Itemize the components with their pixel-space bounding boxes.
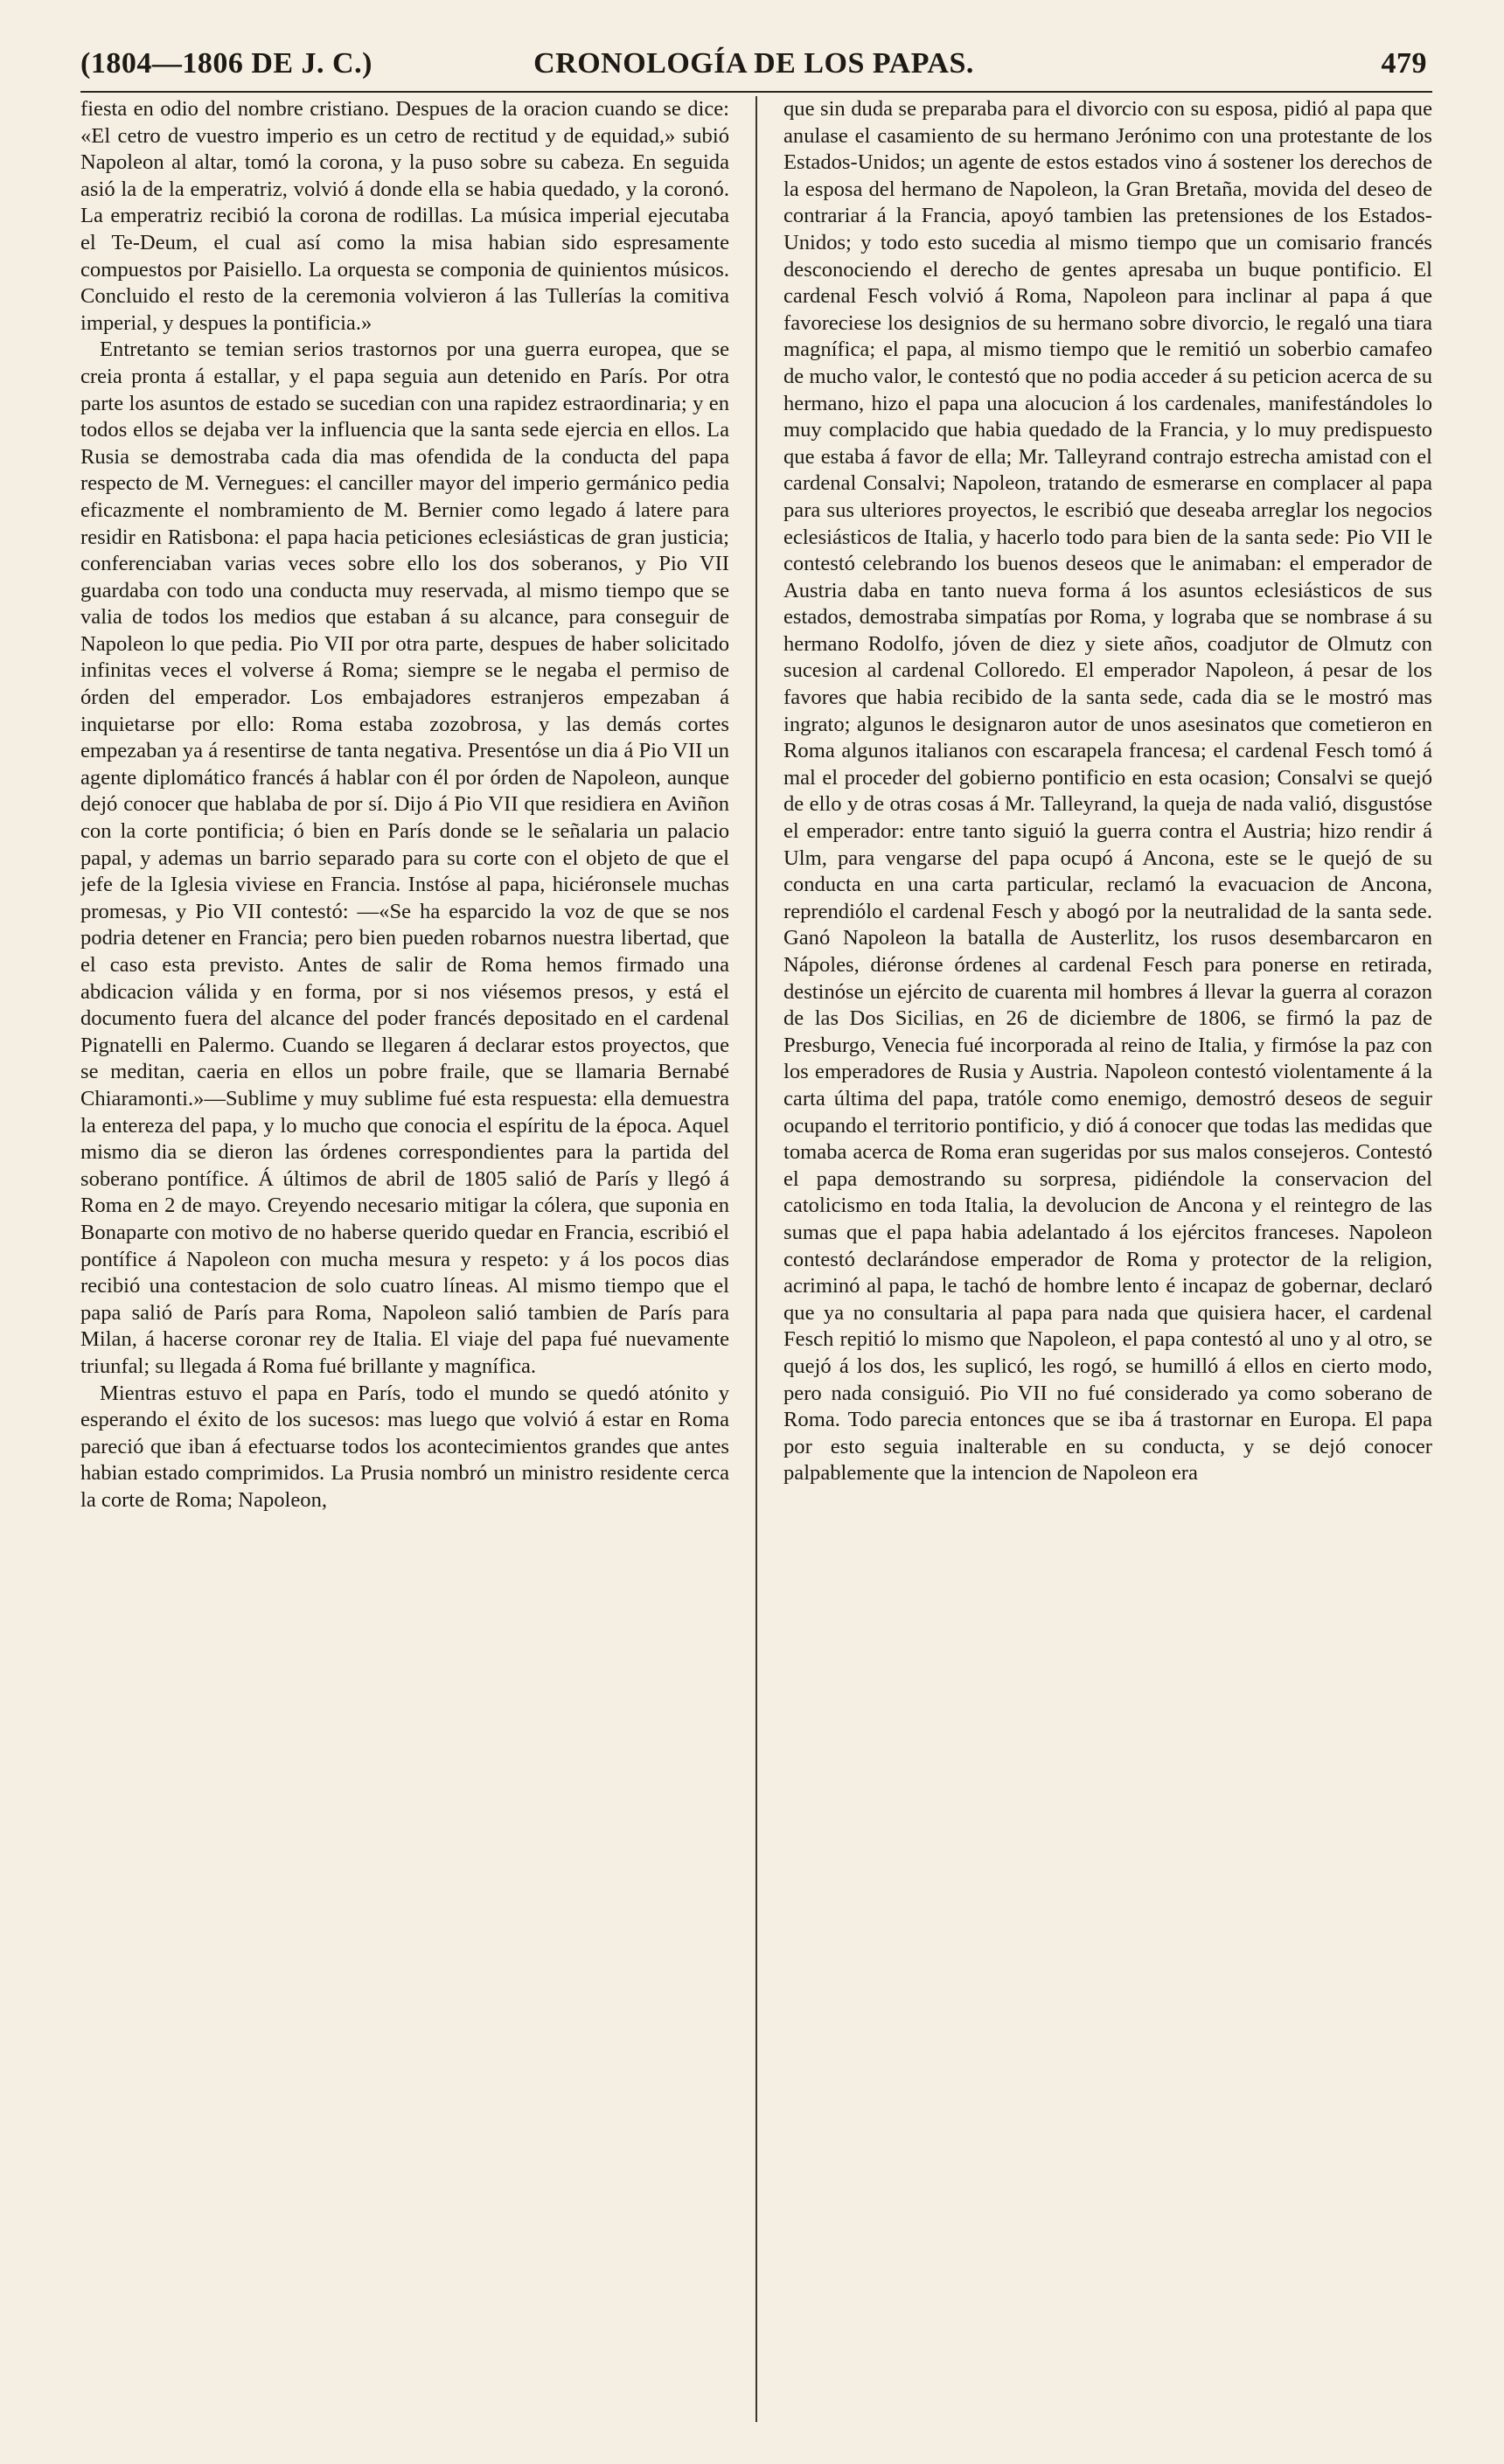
left-paragraph: fiesta en odio del nombre cristiano. Despues de la oracion cuando se dice: «El cetro de vuestro imperio es un cetro de rectitud y de equidad,» subió Napoleon al altar, tomó la corona, y la puso sobre su cabeza. En seguida asió la de la emperatriz, volvió á donde ella se habia quedado, y la coronó. La emperatriz recibió la corona de rodillas. La música imperial ejecutaba el Te-Deum, el cual así como la misa habian sido espresamente compuestos por Paisiello. La orquesta se componia de quinientos músicos. Concluido el resto de la ceremonia volvieron á las Tullerías la comitiva imperial, y despues la pontificia.» [80,97,729,335]
header-date-range: (1804—1806 DE J. C.) [80,47,373,80]
header-title: CRONOLOGÍA DE LOS PAPAS. [533,47,974,80]
right-column [783,96,1432,2448]
column-divider [755,96,757,2422]
left-paragraph: Mientras estuvo el papa en París, todo el mundo se quedó atónito y esperando el éxito de los sucesos: mas luego que volvió á estar en Roma pareció que iban á efectuarse todos los acontecimientos grandes que antes habian estado comprimidos. La Prusia nombró un ministro residente cerca la corte de Roma; Napoleon, [80,1381,729,1512]
left-paragraph: Entretanto se temian serios trastornos por una guerra europea, que se creia pronta á estallar, y el papa seguia aun detenido en París. Por otra parte los asuntos de estado se sucedian con una rapidez estraordinaria; y en todos ellos se dejaba ver la influencia que la santa sede ejercia en ellos. La Rusia se demostraba cada dia mas ofendida de la conducta del papa respecto de M. Vernegues: el canciller mayor del imperio germánico pedia eficazmente el nombramiento de M. Bernier como legado á latere para residir en Ratisbona: el papa hacia peticiones eclesiásticas de gran justicia; conferenciaban varias veces sobre ello los dos soberanos, y Pio VII guardaba con todo una conducta muy reservada, al mismo tiempo que se valia de todos los medios que estaban á su alcance, para conseguir de Napoleon lo que pedia. Pio VII por otra parte, despues de haber solicitado infinitas veces el volverse á Roma; siempre se le negaba el permiso de órden del emperador. Los embajadores estranjeros empezaban á inquietarse por ello: Roma estaba zozobrosa, y las demás cortes empezaban ya á resentirse de tanta negativa. Presentóse un dia á Pio VII un agente diplomático francés á hablar con él por órden de Napoleon, aunque dejó conocer que hablaba de por sí. Dijo á Pio VII que residiera en Aviñon con la corte pontificia; ó bien en París donde se le señalaria un palacio papal, y ademas un barrio separado para su corte con el objeto de que el jefe de la Iglesia viviese en Francia. Instóse al papa, hiciéronsele muchas promesas, y Pio VII contestó: —«Se ha esparcido la voz de que se nos podria detener en Francia; pero bien pueden robarnos nuestra libertad, que el caso esta previsto. Antes de salir de Roma hemos firmado una abdicacion válida y en forma, por si nos viésemos presos, y está el documento fuera del alcance del poder francés depositado en el cardenal Pignatelli en Palermo. Cuando se llegaren á declarar estos proyectos, que se meditan, caeria en ellos un pobre fraile, que se llamaria Bernabé Chiaramonti.»—Sublime y muy sublime fué esta respuesta: ella demuestra la entereza del papa, y lo mucho que conocia el espíritu de la época. Aquel mismo dia se dieron las órdenes correspondientes para la partida del soberano pontífice. Á últimos de abril de 1805 salió de París y llegó á Roma en 2 de mayo. Creyendo necesario mitigar la cólera, que suponia en Bonaparte con motivo de no haberse querido quedar en Francia, escribió el pontífice á Napoleon con mucha mesura y respeto: y á los pocos dias recibió una contestacion de solo cuatro líneas. Al mismo tiempo que el papa salió de París para Roma, Napoleon salió tambien de París para Milan, á hacerse coronar rey de Italia. El viaje del papa fué nuevamente triunfal; su llegada á Roma fué brillante y magnífica. [80,338,729,1378]
header-rule [80,91,1432,93]
left-column [80,96,729,2448]
right-paragraph: que sin duda se preparaba para el divorcio con su esposa, pidió al papa que anulase el casamiento de su hermano Jerónimo con una protestante de los Estados-Unidos; un agente de estos estados vino á sostener los derechos de la esposa del hermano de Napoleon, la Gran Bretaña, movida del deseo de contrariar á la Francia, apoyó tambien las pretensiones de los Estados-Unidos; y todo esto sucedia al mismo tiempo que un comisario francés desconociendo el derecho de gentes apresaba un buque pontificio. El cardenal Fesch volvió á Roma, Napoleon para inclinar al papa á que favoreciese los designios de su hermano sobre divorcio, le regaló una tiara magnífica; el papa, al mismo tiempo que le remitió un soberbio camafeo de mucho valor, le contestó que no podia acceder á su peticion acerca de su hermano, hizo el papa una alocucion á los cardenales, manifestándoles lo muy complacido que habia quedado de la Francia, y lo muy predispuesto que estaba á favor de ella; Mr. Talleyrand contrajo estrecha amistad con el cardenal Consalvi; Napoleon, tratando de esmerarse en complacer al papa para sus ulteriores proyectos, le escribió que deseaba arreglar los negocios eclesiásticos de Italia, y hacerlo todo para bien de la santa sede: Pio VII le contestó celebrando los buenos deseos que le animaban: el emperador de Austria daba en tanto nueva forma á los asuntos eclesiásticos de sus estados, demostraba simpatías por Roma, y lograba que se nombrase á su hermano Rodolfo, jóven de diez y siete años, coadjutor de Olmutz con sucesion al cardenal Colloredo. El emperador Napoleon, á pesar de los favores que habia recibido de la santa sede, cada dia se le mostró mas ingrato; algunos le designaron autor de unos asesinatos que cometieron en Roma algunos italianos con escarapela francesa; el cardenal Fesch tomó á mal el proceder del gobierno pontificio en esta ocasion; Consalvi se quejó de ello y de otras cosas á Mr. Talleyrand, la queja de nada valió, disgustóse el emperador: entre tanto siguió la guerra contra el Austria; hizo rendir á Ulm, para vengarse del papa ocupó á Ancona, este se le quejó de su conducta en una carta particular, reclamó la evacuacion de Ancona, reprendiólo el cardenal Fesch y abogó por la neutralidad de la santa sede. Ganó Napoleon la batalla de Austerlitz, los rusos desembarcaron en Nápoles, diéronse órdenes al cardenal Fesch para ponerse en retirada, destinóse un ejército de cuarenta mil hombres á llevar la guerra al corazon de las Dos Sicilias, en 26 de diciembre de 1806, se firmó la paz de Presburgo, Venecia fué incorporada al reino de Italia, y firmóse la paz con los emperadores de Rusia y Austria. Napoleon contestó violentamente á la carta última del papa, tratóle como enemigo, demostró deseos de seguir ocupando el territorio pontificio, y dió á conocer que todas las medidas que tomaba acerca de Roma eran sugeridas por sus malos consejeros. Contestó el papa demostrando su sorpresa, pidiéndole la conservacion del catolicismo en toda Italia, la devolucion de Ancona y el reintegro de las sumas que el papa habia adelantado á los ejércitos franceses. Napoleon contestó declarándose emperador de Roma y protector de la religion, acriminó al papa, le tachó de hombre lento é incapaz de gobernar, declaró que ya no consultaria al papa para nada que quisiera hacer, el cardenal Fesch repitió lo mismo que Napoleon, el papa contestó al uno y al otro, se quejó á los dos, les suplicó, les rogó, se humilló á ellos en cierto modo, pero nada consiguió. Pio VII no fué considerado ya como soberano de Roma. Todo parecia entonces que se iba á trastornar en Europa. El papa por esto seguia inalterable en su conducta, y se dejó conocer palpablemente que la intencion de Napoleon era [783,97,1432,1486]
page-number: 479 [1381,47,1427,80]
running-header [80,47,1427,86]
